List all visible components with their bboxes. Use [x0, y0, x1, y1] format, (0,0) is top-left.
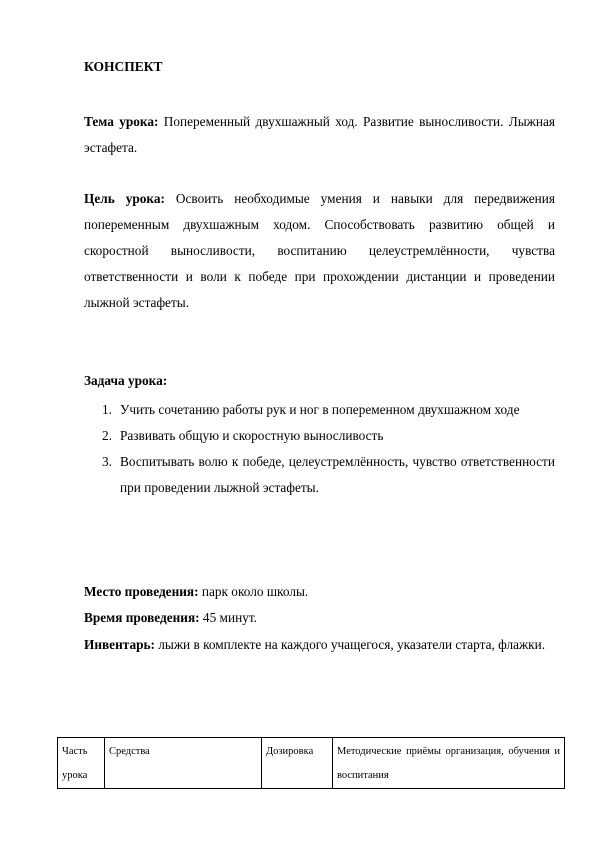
lesson-tasks-list — [102, 397, 555, 501]
lesson-goal-text: Освоить необходимые умения и навыки для передвижения попеременным двухшажным ходом. Способствовать развитию общей и скоростной выносливости, воспитанию целеустремлённости, чувства ответственности и воли к победе при прохождении дистанции и проведении лыжной эстафеты. — [84, 191, 555, 310]
document-title: КОНСПЕКТ — [84, 59, 163, 74]
table-header-cell: Часть урока — [58, 738, 105, 789]
lesson-tasks-label: Задача урока: — [84, 373, 168, 388]
lesson-topic-label: Тема урока: — [84, 114, 159, 129]
table-header-cell: Средства — [105, 738, 262, 789]
lesson-place-label: Место проведения: — [84, 584, 199, 599]
lesson-inventory-label: Инвентарь: — [84, 637, 155, 652]
table-header-row — [58, 738, 565, 789]
lesson-time-label: Время проведения: — [84, 610, 200, 625]
lesson-topic-text: Попеременный двухшажный ход. Развитие выносливости. Лыжная эстафета. — [84, 114, 555, 155]
lesson-topic — [84, 109, 555, 161]
list-item-number: 1. — [102, 402, 112, 417]
list-item-number: 3. — [102, 454, 112, 469]
list-item-text: Воспитывать волю к победе, целеустремлённость, чувство ответственности при проведении лыжной эстафеты. — [120, 454, 555, 495]
list-item-number: 2. — [102, 428, 112, 443]
lesson-time — [84, 605, 555, 631]
lesson-place — [84, 579, 555, 605]
table-header-cell: Методические приёмы организация, обучения и воспитания — [333, 738, 565, 789]
list-item-text: Учить сочетанию работы рук и ног в попеременном двухшажном ходе — [120, 402, 520, 417]
list-item-text: Развивать общую и скоростную выносливость — [120, 428, 384, 443]
lesson-time-text: 45 минут. — [199, 610, 257, 625]
list-item — [102, 423, 555, 449]
lesson-plan-table — [57, 737, 565, 789]
list-item — [102, 449, 555, 501]
list-item — [102, 397, 555, 423]
lesson-place-text: парк около школы. — [198, 584, 309, 599]
lesson-goal — [84, 186, 555, 316]
lesson-inventory-text: лыжи в комплекте на каждого учащегося, указатели старта, флажки. — [154, 637, 546, 652]
table-header-cell: Дозировка — [262, 738, 333, 789]
lesson-inventory — [84, 632, 555, 658]
lesson-goal-label: Цель урока: — [84, 191, 165, 206]
